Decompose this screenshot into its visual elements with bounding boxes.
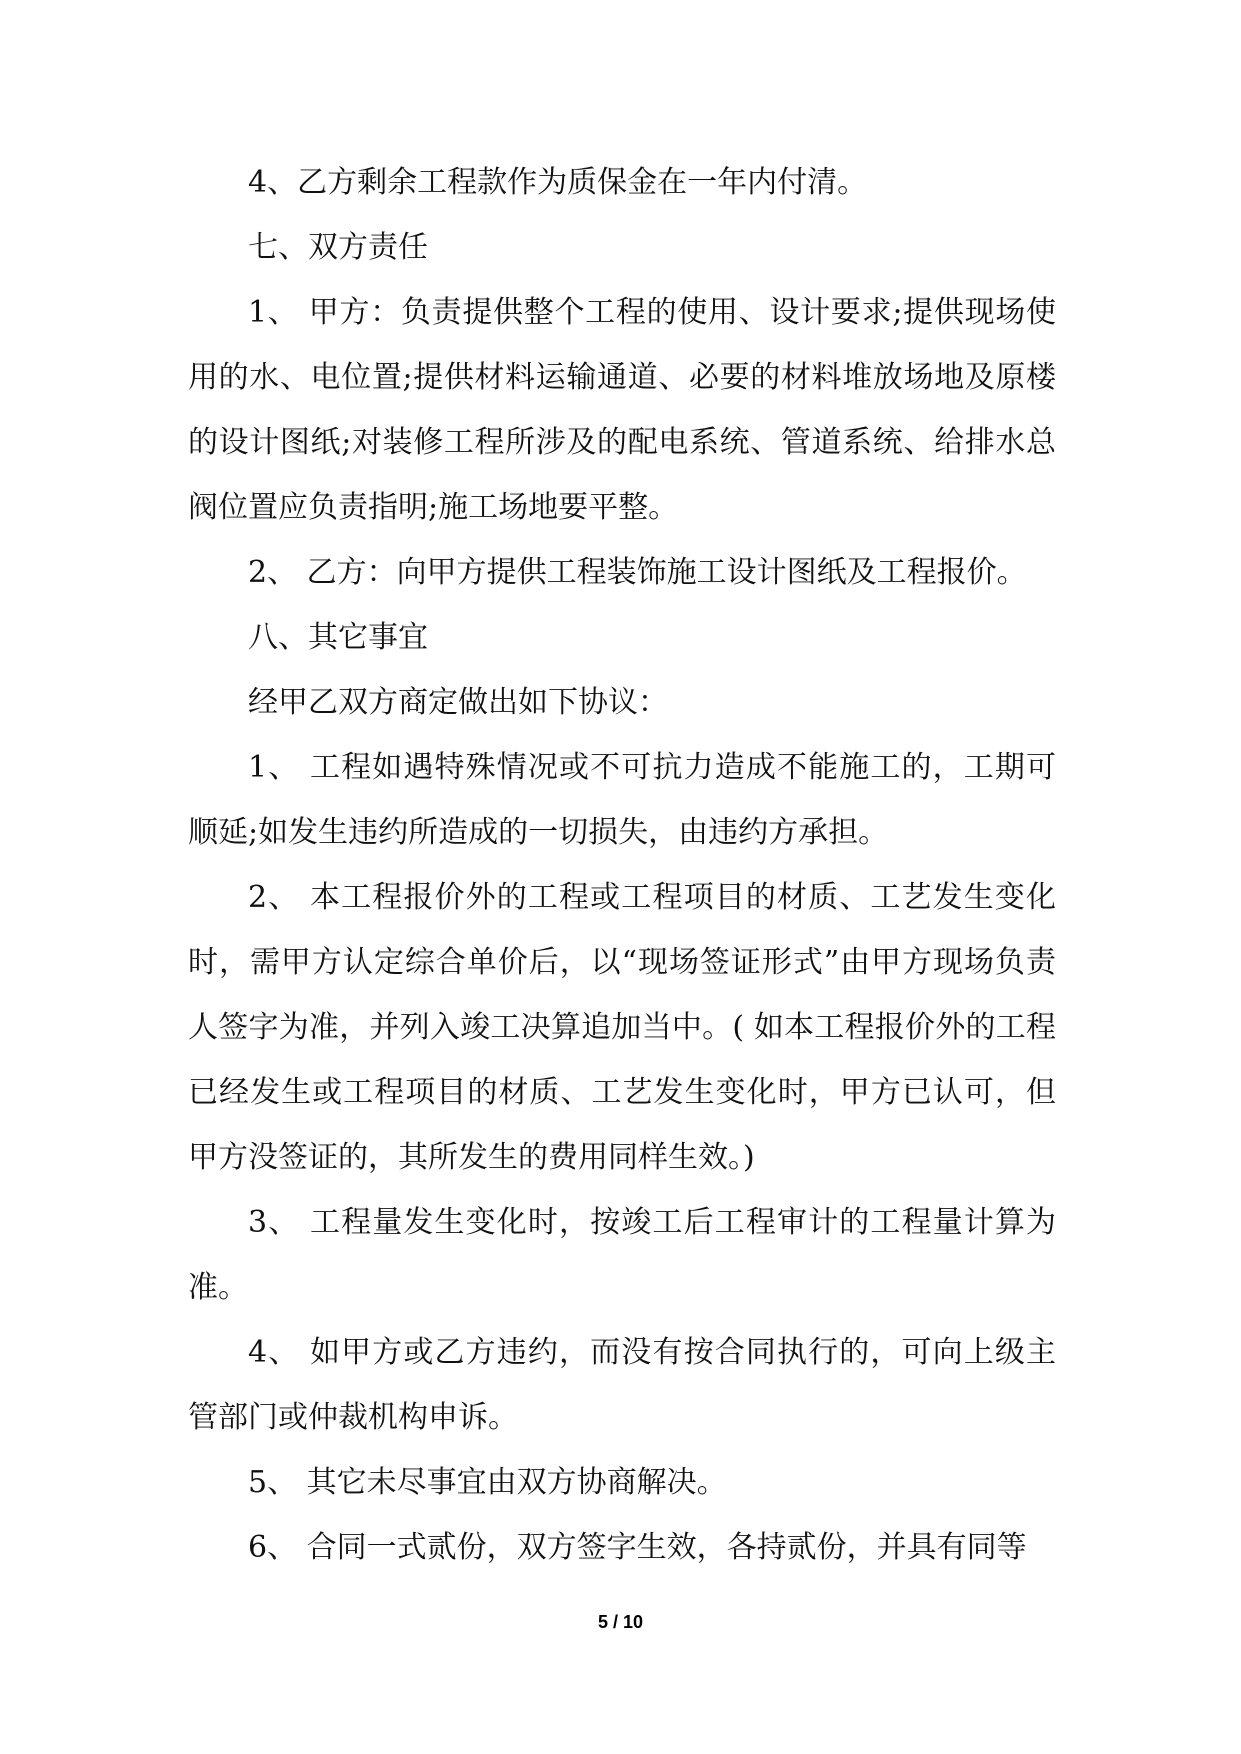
paragraph-clause-5: 5、 其它未尽事宜由双方协商解决。	[248, 1465, 727, 1500]
paragraph-party-b-duties: 2、 乙方：向甲方提供工程装饰施工设计图纸及工程报价。	[248, 555, 1027, 590]
paragraph-clause-2: 2、 本工程报价外的工程或工程项目的材质、工艺发生变化时，需甲方认定综合单价后，以“现场签证形式”由甲方现场负责人签字为准，并列入竣工决算追加当中。( 如本工程报价外的工程已经发生或工程项目的材质、工艺发生变化时，甲方已认可，但甲方没签证的，其所发生的费用同样生效。)	[188, 880, 1056, 1175]
paragraph-clause-1: 1、 工程如遇特殊情况或不可抗力造成不能施工的，工期可顺延;如发生违约所造成的一切损失，由违约方承担。	[188, 750, 1056, 850]
paragraph-clause-6: 6、 合同一式贰份，双方签字生效，各持贰份，并具有同等	[248, 1530, 1027, 1565]
paragraph-agreement-intro: 经甲乙双方商定做出如下协议：	[248, 685, 668, 720]
paragraph-payment-item-4: 4、乙方剩余工程款作为质保金在一年内付清。	[248, 165, 868, 200]
document-body	[188, 150, 1056, 1580]
section-heading-other-matters: 八、其它事宜	[248, 620, 428, 655]
section-heading-responsibilities: 七、双方责任	[248, 230, 428, 265]
paragraph-clause-4: 4、 如甲方或乙方违约，而没有按合同执行的，可向上级主管部门或仲裁机构申诉。	[188, 1335, 1056, 1435]
paragraph-party-a-duties: 1、 甲方：负责提供整个工程的使用、设计要求;提供现场使用的水、电位置;提供材料运输通道、必要的材料堆放场地及原楼的设计图纸;对装修工程所涉及的配电系统、管道系统、给排水总阀位置应负责指明;施工场地要平整。	[188, 295, 1056, 525]
paragraph-clause-3: 3、 工程量发生变化时，按竣工后工程审计的工程量计算为准。	[188, 1205, 1056, 1305]
page-number: 5 / 10	[597, 1612, 644, 1632]
